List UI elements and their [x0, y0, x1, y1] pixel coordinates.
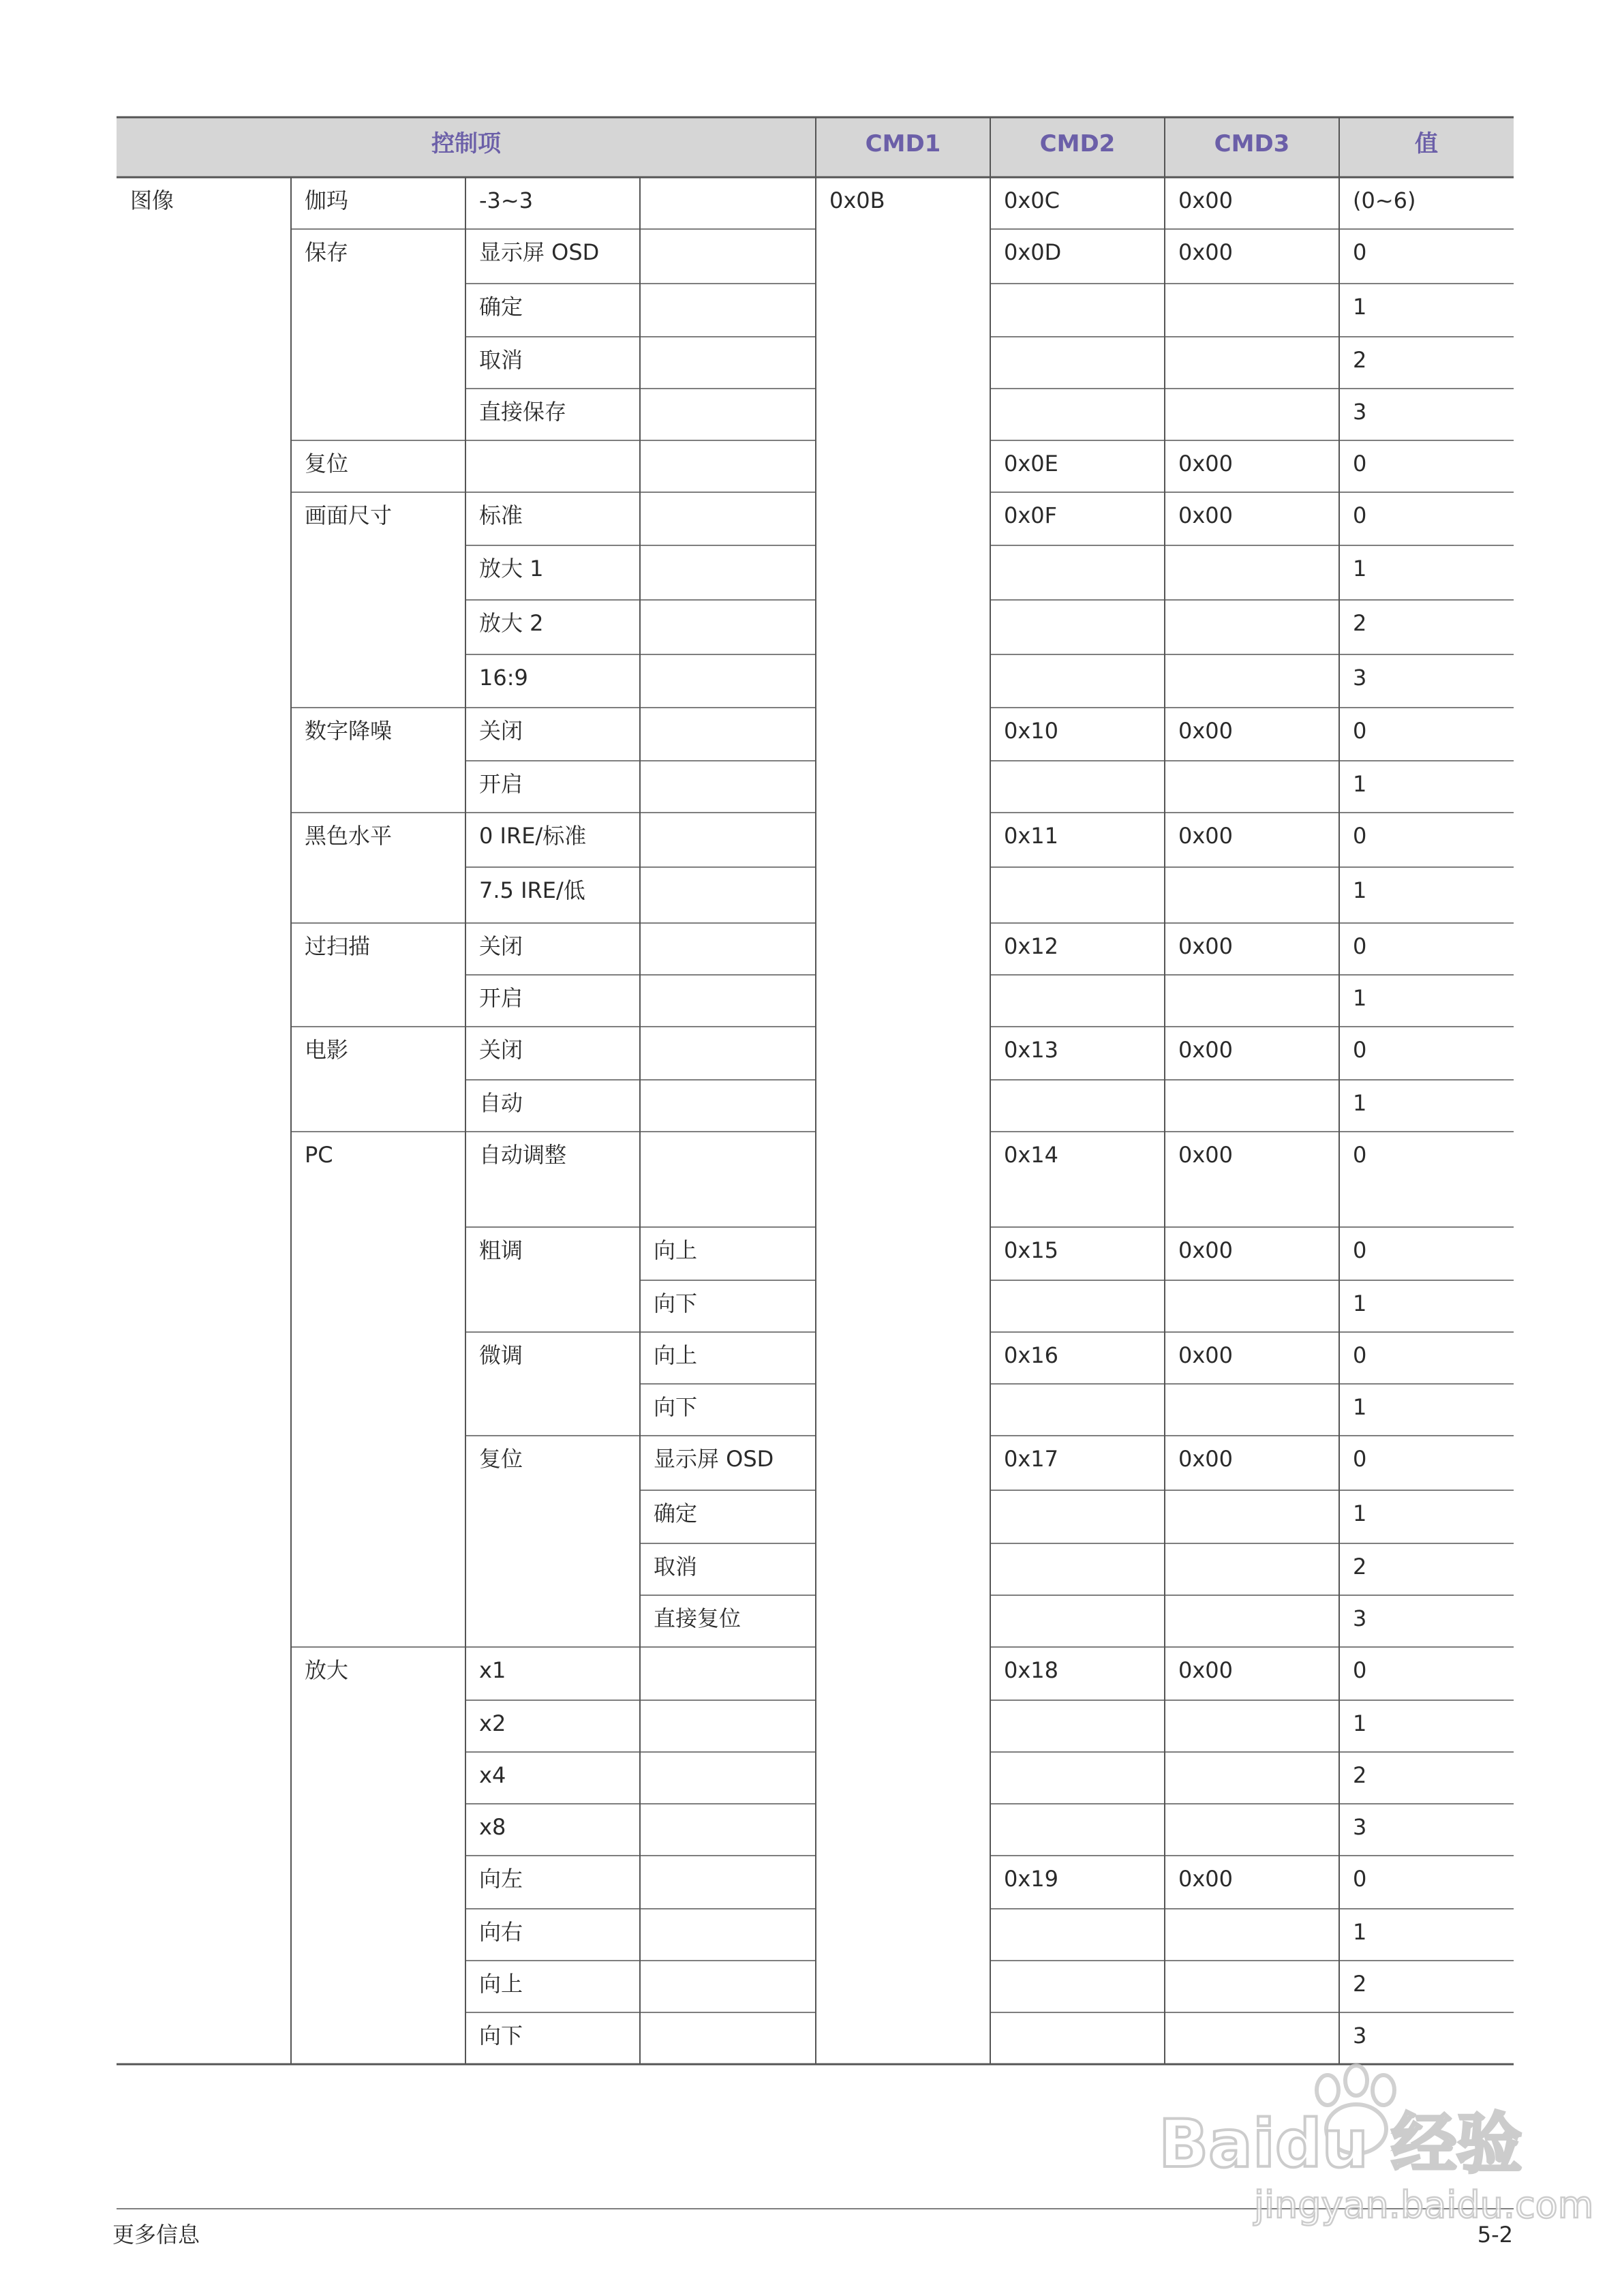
cell-val: 1 — [1353, 1290, 1367, 1316]
cell-val: 2 — [1353, 1971, 1367, 1997]
cell-cmd2: 0x14 — [1004, 1142, 1059, 1168]
header-control: 控制项 — [431, 130, 501, 157]
cell-c3: 向左 — [479, 1866, 523, 1892]
cell-cmd2: 0x0F — [1004, 502, 1058, 528]
cell-val: 1 — [1353, 294, 1367, 320]
cell-c3: 取消 — [479, 347, 523, 373]
cell-val: 1 — [1353, 1919, 1367, 1945]
cell-cmd1: 0x0B — [829, 187, 885, 213]
cell-val: 3 — [1353, 1814, 1367, 1840]
cell-cmd2: 0x10 — [1004, 718, 1059, 744]
cell-c2: 复位 — [305, 451, 349, 477]
cell-cmd3: 0x00 — [1178, 933, 1234, 959]
cell-cmd3: 0x00 — [1178, 1446, 1234, 1472]
cell-val: 1 — [1353, 556, 1367, 581]
cell-c3: 自动 — [479, 1090, 523, 1116]
cell-c3: 7.5 IRE/低 — [479, 877, 585, 903]
cell-val: 3 — [1353, 2023, 1367, 2049]
cell-c3: -3~3 — [479, 187, 534, 213]
watermark-brand: Baidu 经验 — [1159, 2106, 1522, 2182]
cell-c2: 黑色水平 — [305, 823, 393, 849]
cell-cmd3: 0x00 — [1178, 239, 1234, 265]
cell-c3: x2 — [479, 1710, 506, 1736]
cell-c1: 图像 — [130, 187, 174, 213]
cell-cmd3: 0x00 — [1178, 502, 1234, 528]
cell-c3: 向右 — [479, 1919, 523, 1945]
cell-cmd3: 0x00 — [1178, 823, 1234, 849]
cell-val: 0 — [1353, 1866, 1367, 1892]
watermark-url: jingyan.baidu.com — [1254, 2184, 1594, 2226]
cell-c4: 向上 — [654, 1342, 698, 1368]
cell-c3: 关闭 — [479, 933, 523, 959]
cell-val: 2 — [1353, 347, 1367, 373]
cell-val: 1 — [1353, 1710, 1367, 1736]
cell-cmd3: 0x00 — [1178, 1866, 1234, 1892]
cell-cmd3: 0x00 — [1178, 1037, 1234, 1063]
cell-val: 1 — [1353, 1090, 1367, 1116]
cell-c2: PC — [305, 1142, 333, 1168]
cell-val: 2 — [1353, 610, 1367, 636]
cell-c3: 向下 — [479, 2023, 523, 2049]
header-value: 值 — [1415, 130, 1438, 157]
cell-c3: 自动调整 — [479, 1142, 567, 1168]
cell-c4: 确定 — [654, 1500, 698, 1526]
cell-cmd2: 0x0C — [1004, 187, 1060, 213]
cell-c3: 16:9 — [479, 665, 528, 691]
cell-val: (0~6) — [1353, 187, 1416, 213]
cell-c4: 向下 — [654, 1394, 698, 1420]
cell-val: 2 — [1353, 1762, 1367, 1788]
cell-val: 3 — [1353, 1605, 1367, 1631]
cell-c3: 关闭 — [479, 718, 523, 744]
cell-val: 0 — [1353, 451, 1367, 477]
cell-c3: x4 — [479, 1762, 506, 1788]
cell-cmd2: 0x12 — [1004, 933, 1059, 959]
cell-c3: 复位 — [479, 1446, 523, 1472]
cell-c3: 粗调 — [479, 1237, 523, 1263]
cell-c3: 0 IRE/标准 — [479, 823, 587, 849]
cell-cmd2: 0x0E — [1004, 451, 1058, 477]
cell-c4: 取消 — [654, 1554, 698, 1580]
cell-c3: 开启 — [479, 985, 523, 1011]
cell-c4: 直接复位 — [654, 1605, 741, 1631]
cell-val: 2 — [1353, 1554, 1367, 1580]
cell-c3: 显示屏 OSD — [479, 239, 600, 265]
cell-cmd2: 0x13 — [1004, 1037, 1059, 1063]
cell-c3: x8 — [479, 1814, 506, 1840]
cell-c3: 放大 1 — [479, 556, 544, 581]
cell-val: 0 — [1353, 502, 1367, 528]
cell-val: 0 — [1353, 239, 1367, 265]
cell-cmd2: 0x16 — [1004, 1342, 1059, 1368]
cell-c3: 向上 — [479, 1971, 523, 1997]
cell-cmd2: 0x19 — [1004, 1866, 1059, 1892]
cell-cmd3: 0x00 — [1178, 187, 1234, 213]
cell-c4: 显示屏 OSD — [654, 1446, 774, 1472]
footer-section: 更多信息 — [112, 2222, 200, 2248]
cell-val: 0 — [1353, 718, 1367, 744]
cell-val: 1 — [1353, 985, 1367, 1011]
cell-c3: 微调 — [479, 1342, 523, 1368]
cell-c4: 向下 — [654, 1290, 698, 1316]
cell-cmd2: 0x0D — [1004, 239, 1062, 265]
cell-c2: 过扫描 — [305, 933, 371, 959]
cell-c2: 数字降噪 — [305, 718, 393, 744]
cell-c2: 画面尺寸 — [305, 502, 393, 528]
cell-c2: 放大 — [305, 1657, 349, 1683]
cell-val: 3 — [1353, 665, 1367, 691]
cell-c3: 关闭 — [479, 1037, 523, 1063]
cell-val: 0 — [1353, 1657, 1367, 1683]
cell-val: 1 — [1353, 877, 1367, 903]
cell-cmd3: 0x00 — [1178, 718, 1234, 744]
cell-val: 0 — [1353, 1142, 1367, 1168]
cell-cmd2: 0x11 — [1004, 823, 1059, 849]
cell-val: 1 — [1353, 1394, 1367, 1420]
cell-cmd3: 0x00 — [1178, 451, 1234, 477]
header-cmd3: CMD3 — [1214, 130, 1290, 157]
cell-c3: 标准 — [479, 502, 523, 528]
cell-c3: x1 — [479, 1657, 506, 1683]
cell-c3: 确定 — [479, 294, 523, 320]
cell-c3: 开启 — [479, 771, 523, 797]
cell-val: 0 — [1353, 823, 1367, 849]
header-cmd2: CMD2 — [1039, 130, 1116, 157]
cell-cmd3: 0x00 — [1178, 1142, 1234, 1168]
cell-val: 0 — [1353, 1237, 1367, 1263]
cell-c2: 保存 — [305, 239, 349, 265]
cell-cmd2: 0x18 — [1004, 1657, 1059, 1683]
cell-cmd3: 0x00 — [1178, 1237, 1234, 1263]
cell-val: 1 — [1353, 1500, 1367, 1526]
cell-c3: 放大 2 — [479, 610, 544, 636]
cell-val: 0 — [1353, 1446, 1367, 1472]
header-cmd1: CMD1 — [865, 130, 941, 157]
cell-val: 0 — [1353, 1342, 1367, 1368]
cell-c3: 直接保存 — [479, 399, 567, 425]
cell-c2: 伽玛 — [305, 187, 349, 213]
baidu-watermark — [1152, 2057, 1594, 2235]
cell-c2: 电影 — [305, 1037, 349, 1063]
cell-val: 3 — [1353, 399, 1367, 425]
cell-val: 1 — [1353, 771, 1367, 797]
cell-cmd2: 0x17 — [1004, 1446, 1059, 1472]
cell-cmd3: 0x00 — [1178, 1342, 1234, 1368]
cell-val: 0 — [1353, 933, 1367, 959]
cell-cmd2: 0x15 — [1004, 1237, 1059, 1263]
cell-c4: 向上 — [654, 1237, 698, 1263]
page-number: 5-2 — [1477, 2222, 1513, 2248]
cell-val: 0 — [1353, 1037, 1367, 1063]
cell-cmd3: 0x00 — [1178, 1657, 1234, 1683]
